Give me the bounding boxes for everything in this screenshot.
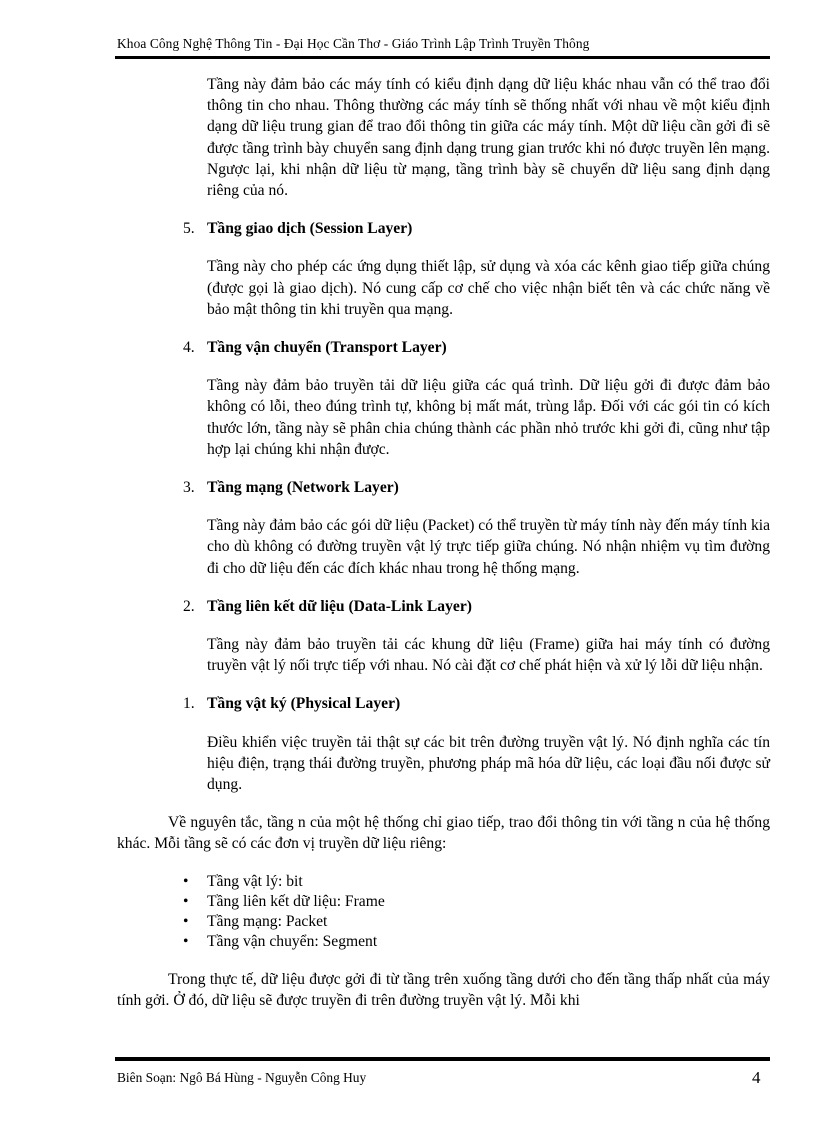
final-paragraph: Trong thực tế, dữ liệu được gởi đi từ tầng trên xuống tầng dưới cho đến tầng thấp nhất của máy tính gởi. Ở đó, dữ liệu sẽ được truyền đi trên đường truyền vật lý. Mỗi khi [117,970,770,1009]
section-heading-datalink [183,596,770,617]
principle-paragraph: Về nguyên tắc, tầng n của một hệ thống chỉ giao tiếp, trao đổi thông tin với tầng n của hệ thống khác. Mỗi tầng sẽ có các đơn vị truyền dữ liệu riêng: [117,814,770,853]
pdu-bullet-list [183,872,770,952]
footer-authors: Biên Soạn: Ngô Bá Hùng - Nguyễn Công Huy [117,1070,367,1085]
section-title: Tầng mạng (Network Layer) [207,479,399,497]
section-heading-transport [183,337,770,358]
list-item-text: Tầng mạng: Packet [207,912,328,930]
list-item-text: Tầng vật lý: bit [207,872,303,890]
bullet-icon: • [183,932,189,950]
section-number: 1. [183,695,195,713]
page-content [117,74,770,1011]
footer-rule [115,1057,770,1061]
header-rule [115,56,770,59]
section-number: 5. [183,220,195,238]
list-item [183,932,770,952]
section-text-transport: Tầng này đảm bảo truyền tải dữ liệu giữa các quá trình. Dữ liệu gởi đi được đảm bảo không có lỗi, theo đúng trình tự, không bị mất mát, trùng lắp. Đối với các gói tin có kích thước lớn, tầng này sẽ phân chia chúng thành các phần nhỏ trước khi gởi đi, cũng như tập hợp lại chúng khi nhận được. [207,377,770,458]
list-item [183,892,770,912]
page-number: 4 [752,1068,761,1087]
section-title: Tầng vận chuyển (Transport Layer) [207,339,447,357]
list-item [183,912,770,932]
section-number: 3. [183,479,195,497]
section-title: Tầng vật ký (Physical Layer) [207,695,401,713]
section-text-physical: Điều khiển việc truyền tải thật sự các bit trên đường truyền vật lý. Nó định nghĩa các tín hiệu điện, trạng thái đường truyền, phương pháp mã hóa dữ liệu, các loại đầu nối được sử dụng. [207,733,770,794]
section-text-session: Tầng này cho phép các ứng dụng thiết lập, sử dụng và xóa các kênh giao tiếp giữa chúng (được gọi là giao dịch). Nó cung cấp cơ chế cho việc nhận biết tên và các chức năng về bảo mật thông tin khi truyền qua mạng. [207,258,770,318]
intro-paragraph: Tầng này đảm bảo các máy tính có kiểu định dạng dữ liệu khác nhau vẫn có thể trao đổi thông tin cho nhau. Thông thường các máy tính sẽ thống nhất với nhau về một kiểu định dạng dữ liệu trung gian để trao đổi thông tin giữa các máy tính. Một dữ liệu cần gởi đi sẽ được tầng trình bày chuyển sang định dạng trung gian trước khi nó được truyền lên mạng. Ngược lại, khi nhận dữ liệu từ mạng, tầng trình bày sẽ chuyển dữ liệu sang định dạng riêng của nó. [207,76,770,200]
section-text-datalink: Tầng này đảm bảo truyền tải các khung dữ liệu (Frame) giữa hai máy tính có đường truyền vật lý nối trực tiếp với nhau. Nó cài đặt cơ chế phát hiện và xử lý lỗi dữ liệu nhận. [207,636,770,675]
section-number: 4. [183,339,195,357]
running-header: Khoa Công Nghệ Thông Tin - Đại Học Cần Thơ - Giáo Trình Lập Trình Truyền Thông [117,36,590,51]
section-heading-physical [183,693,770,714]
bullet-icon: • [183,872,189,890]
section-title: Tầng liên kết dữ liệu (Data-Link Layer) [207,597,472,615]
section-heading-session [183,218,770,239]
section-text-network: Tầng này đảm bảo các gói dữ liệu (Packet) có thể truyền từ máy tính này đến máy tính kia cho dù không có đường truyền vật lý trực tiếp giữa chúng. Nó nhận nhiệm vụ tìm đường đi cho dữ liệu đến các đích khác nhau trong hệ thống mạng. [207,517,770,577]
section-heading-network [183,477,770,498]
list-item-text: Tầng vận chuyển: Segment [207,932,378,950]
section-number: 2. [183,597,195,615]
bullet-icon: • [183,892,189,910]
spacer [117,795,770,812]
section-title: Tầng giao dịch (Session Layer) [207,220,413,238]
list-item-text: Tầng liên kết dữ liệu: Frame [207,892,385,910]
bullet-icon: • [183,912,189,930]
list-item [183,872,770,892]
